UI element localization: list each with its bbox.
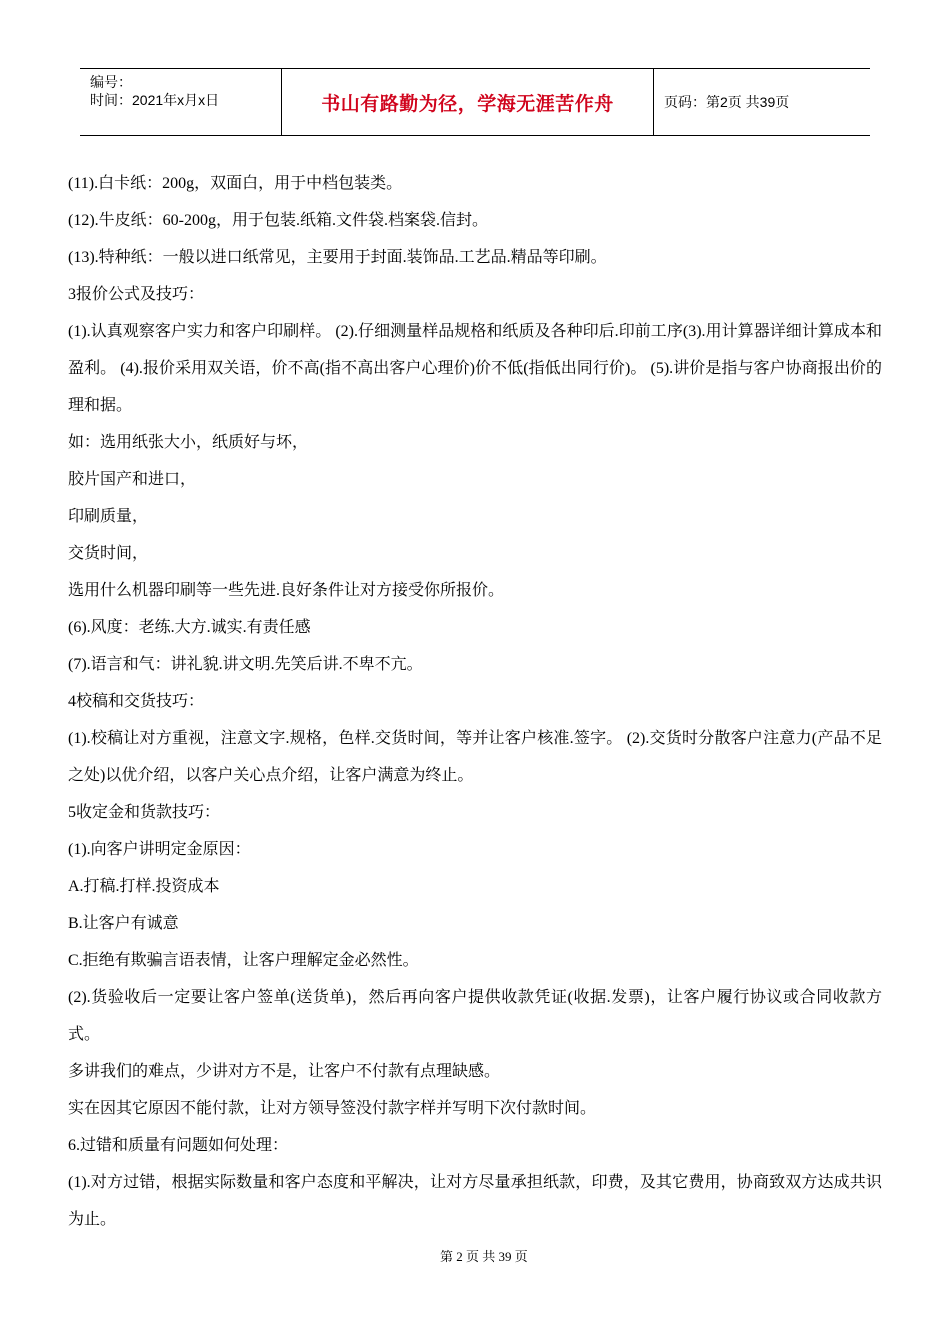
paragraph: (1).对方过错，根据实际数量和客户态度和平解决，让对方尽量承担纸款，印费，及其它费用，协商致双方达成共识为止。 [68, 1174, 882, 1228]
document-body [68, 165, 882, 1238]
header-motto: 书山有路勤为径，学海无涯苦作舟 [282, 69, 654, 135]
paragraph: (12).牛皮纸：60-200g，用于包装.纸箱.文件袋.档案袋.信封。 [68, 212, 488, 229]
paragraph: C.拒绝有欺骗言语表情，让客户理解定金必然性。 [68, 952, 419, 969]
paragraph: (7).语言和气：讲礼貌.讲文明.先笑后讲.不卑不亢。 [68, 656, 423, 673]
paragraph: 选用什么机器印刷等一些先进.良好条件让对方接受你所报价。 [68, 582, 505, 599]
paragraph: (2).货验收后一定要让客户签单(送货单)，然后再向客户提供收款凭证(收据.发票)，让客户履行协议或合同收款方式。 [68, 989, 882, 1043]
paragraph: 实在因其它原因不能付款，让对方领导签没付款字样并写明下次付款时间。 [68, 1100, 597, 1117]
header-time: 时间：2021年x月x日 [90, 92, 220, 108]
header-meta [80, 69, 282, 135]
paragraph: 如：选用纸张大小，纸质好与坏， [68, 434, 309, 451]
paragraph: (1).向客户讲明定金原因： [68, 841, 251, 858]
paragraph: (6).风度：老练.大方.诚实.有责任感 [68, 619, 311, 636]
paragraph: 多讲我们的难点，少讲对方不是，让客户不付款有点理缺感。 [68, 1063, 501, 1080]
paragraph: (11).白卡纸：200g，双面白，用于中档包装类。 [68, 175, 403, 192]
paragraph: B.让客户有诚意 [68, 915, 179, 932]
paragraph: 交货时间， [68, 545, 149, 562]
section-heading: 3报价公式及技巧： [68, 286, 205, 303]
section-heading: 5收定金和货款技巧： [68, 804, 221, 821]
page-footer: 第 2 页 共 39 页 [440, 1249, 528, 1264]
section-heading: 6.过错和质量有问题如何处理： [68, 1137, 289, 1154]
paragraph: 胶片国产和进口， [68, 471, 197, 488]
header-page-info: 页码：第2页 共39页 [664, 94, 790, 110]
paragraph: (1).认真观察客户实力和客户印刷样。 (2).仔细测量样品规格和纸质及各种印后.印前工序(3).用计算器详细计算成本和盈利。 (4).报价采用双关语，价不高(指不高出客户心理价)价不低(指低出同行价)。 (5).讲价是指与客户协商报出价的理和据。 [68, 323, 882, 414]
paragraph: A.打稿.打样.投资成本 [68, 878, 220, 895]
paragraph: (1).校稿让对方重视，注意文字.规格，色样.交货时间，等并让客户核准.签字。 (2).交货时分散客户注意力(产品不足之处)以优介绍，以客户关心点介绍，让客户满意为终止。 [68, 730, 882, 784]
section-heading: 4校稿和交货技巧： [68, 693, 205, 710]
paragraph: (13).特种纸：一般以进口纸常见，主要用于封面.装饰品.工艺品.精品等印刷。 [68, 249, 607, 266]
paragraph: 印刷质量， [68, 508, 149, 525]
header-number: 编号： [90, 74, 132, 90]
document-header [80, 68, 870, 136]
